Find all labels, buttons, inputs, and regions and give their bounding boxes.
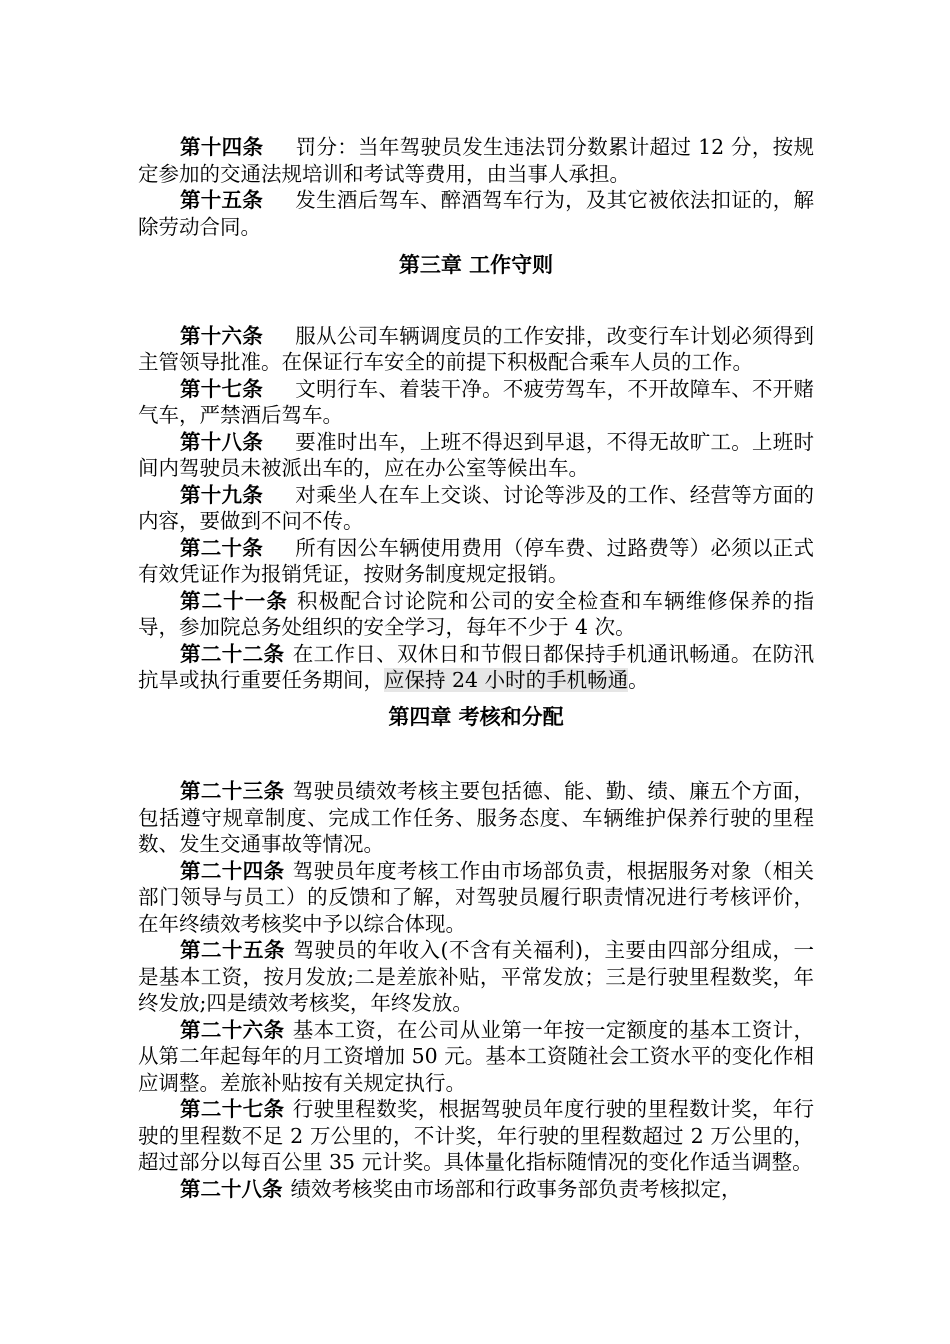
article-number: 第二十三条 <box>180 779 285 803</box>
article-21 <box>138 588 814 641</box>
article-14 <box>138 134 814 187</box>
article-number: 第二十七条 <box>180 1097 285 1121</box>
article-number: 第二十二条 <box>180 641 285 666</box>
article-number: 第十六条 <box>180 323 264 348</box>
article-number: 第十八条 <box>180 429 264 454</box>
article-15 <box>138 187 814 240</box>
article-text: 对乘坐人在车上交谈、讨论等涉及的工作、经营等方面的内容，要做到不问不传。 <box>138 482 815 533</box>
article-text: 基本工资，在公司从业第一年按一定额度的基本工资计，从第二年起每年的月工资增加 50 元。基本工资随社会工资水平的变化作相应调整。差旅补贴按有关规定执行。 <box>138 1017 815 1095</box>
article-19 <box>138 482 814 535</box>
article-text: 所有因公车辆使用费用（停车费、过路费等）必须以正式有效凭证作为报销凭证，按财务制度规定报销。 <box>138 535 815 586</box>
article-text: 行驶里程数奖，根据驾驶员年度行驶的里程数计奖，年行驶的里程数不足 2 万公里的，不计奖，年行驶的里程数超过 2 万公里的，超过部分以每百公里 35 元计奖。具体量化指标随情况的变化作适当调整。 <box>138 1097 815 1174</box>
article-text: 绩效考核奖由市场部和行政事务部负责考核拟定， <box>290 1176 742 1201</box>
article-25 <box>138 937 814 1017</box>
article-number: 第二十六条 <box>180 1017 285 1042</box>
article-18 <box>138 429 814 482</box>
article-text: 积极配合讨论院和公司的安全检查和车辆维修保养的指导，参加院总务处组织的安全学习，每年不少于 4 次。 <box>138 588 815 639</box>
article-number: 第二十条 <box>180 535 264 560</box>
article-text: 驾驶员绩效考核主要包括德、能、勤、绩、廉五个方面，包括遵守规章制度、完成工作任务、服务态度、车辆维护保养行驶的里程数、发生交通事故等情况。 <box>138 779 815 856</box>
article-text: 罚分：当年驾驶员发生违法罚分数累计超过 12 分，按规定参加的交通法规培训和考试等费用，由当事人承担。 <box>138 135 814 186</box>
article-number: 第十七条 <box>180 376 264 401</box>
article-number: 第二十八条 <box>180 1176 283 1201</box>
article-26 <box>138 1017 814 1097</box>
article-27 <box>138 1096 814 1176</box>
article-20 <box>138 535 814 588</box>
highlighted-text: 应保持 24 小时的手机畅通 <box>384 668 629 692</box>
article-text: 服从公司车辆调度员的工作安排，改变行车计划必须得到主管领导批准。在保证行车安全的前提下积极配合乘车人员的工作。 <box>138 323 815 374</box>
article-text: 驾驶员的年收入(不含有关福利)，主要由四部分组成，一是基本工资，按月发放;二是差旅补贴，平常发放；三是行驶里程数奖，年终发放;四是绩效考核奖，年终发放。 <box>138 938 814 1015</box>
article-number: 第二十五条 <box>180 938 285 962</box>
article-24 <box>138 858 814 938</box>
article-number: 第十五条 <box>180 188 264 212</box>
article-number: 第十四条 <box>180 135 264 159</box>
article-number: 第二十四条 <box>180 858 285 883</box>
article-text: 在工作日、双休日和节假日都保持手机通讯畅通。在防汛抗旱或执行重要任务期间， <box>138 641 815 692</box>
article-22 <box>138 641 814 694</box>
article-23 <box>138 778 814 858</box>
article-16 <box>138 323 814 376</box>
article-28 <box>138 1176 814 1203</box>
document-body <box>138 134 814 1202</box>
article-number: 第二十一条 <box>180 588 288 613</box>
article-text: 发生酒后驾车、醉酒驾车行为，及其它被依法扣证的，解除劳动合同。 <box>138 188 815 239</box>
article-text: 文明行车、着装干净。不疲劳驾车，不开故障车、不开赌气车，严禁酒后驾车。 <box>138 376 815 427</box>
article-number: 第十九条 <box>180 482 264 507</box>
article-text-end: 。 <box>628 668 649 692</box>
article-17 <box>138 376 814 429</box>
article-text: 要准时出车，上班不得迟到早退，不得无故旷工。上班时间内驾驶员未被派出车的，应在办公室等候出车。 <box>138 429 815 480</box>
chapter-3-heading: 第三章 工作守则 <box>398 252 554 277</box>
chapter-4-heading: 第四章 考核和分配 <box>388 703 564 729</box>
article-text: 驾驶员年度考核工作由市场部负责，根据服务对象（相关部门领导与员工）的反馈和了解，对驾驶员履行职责情况进行考核评价，在年终绩效考核奖中予以综合体现。 <box>138 858 815 936</box>
